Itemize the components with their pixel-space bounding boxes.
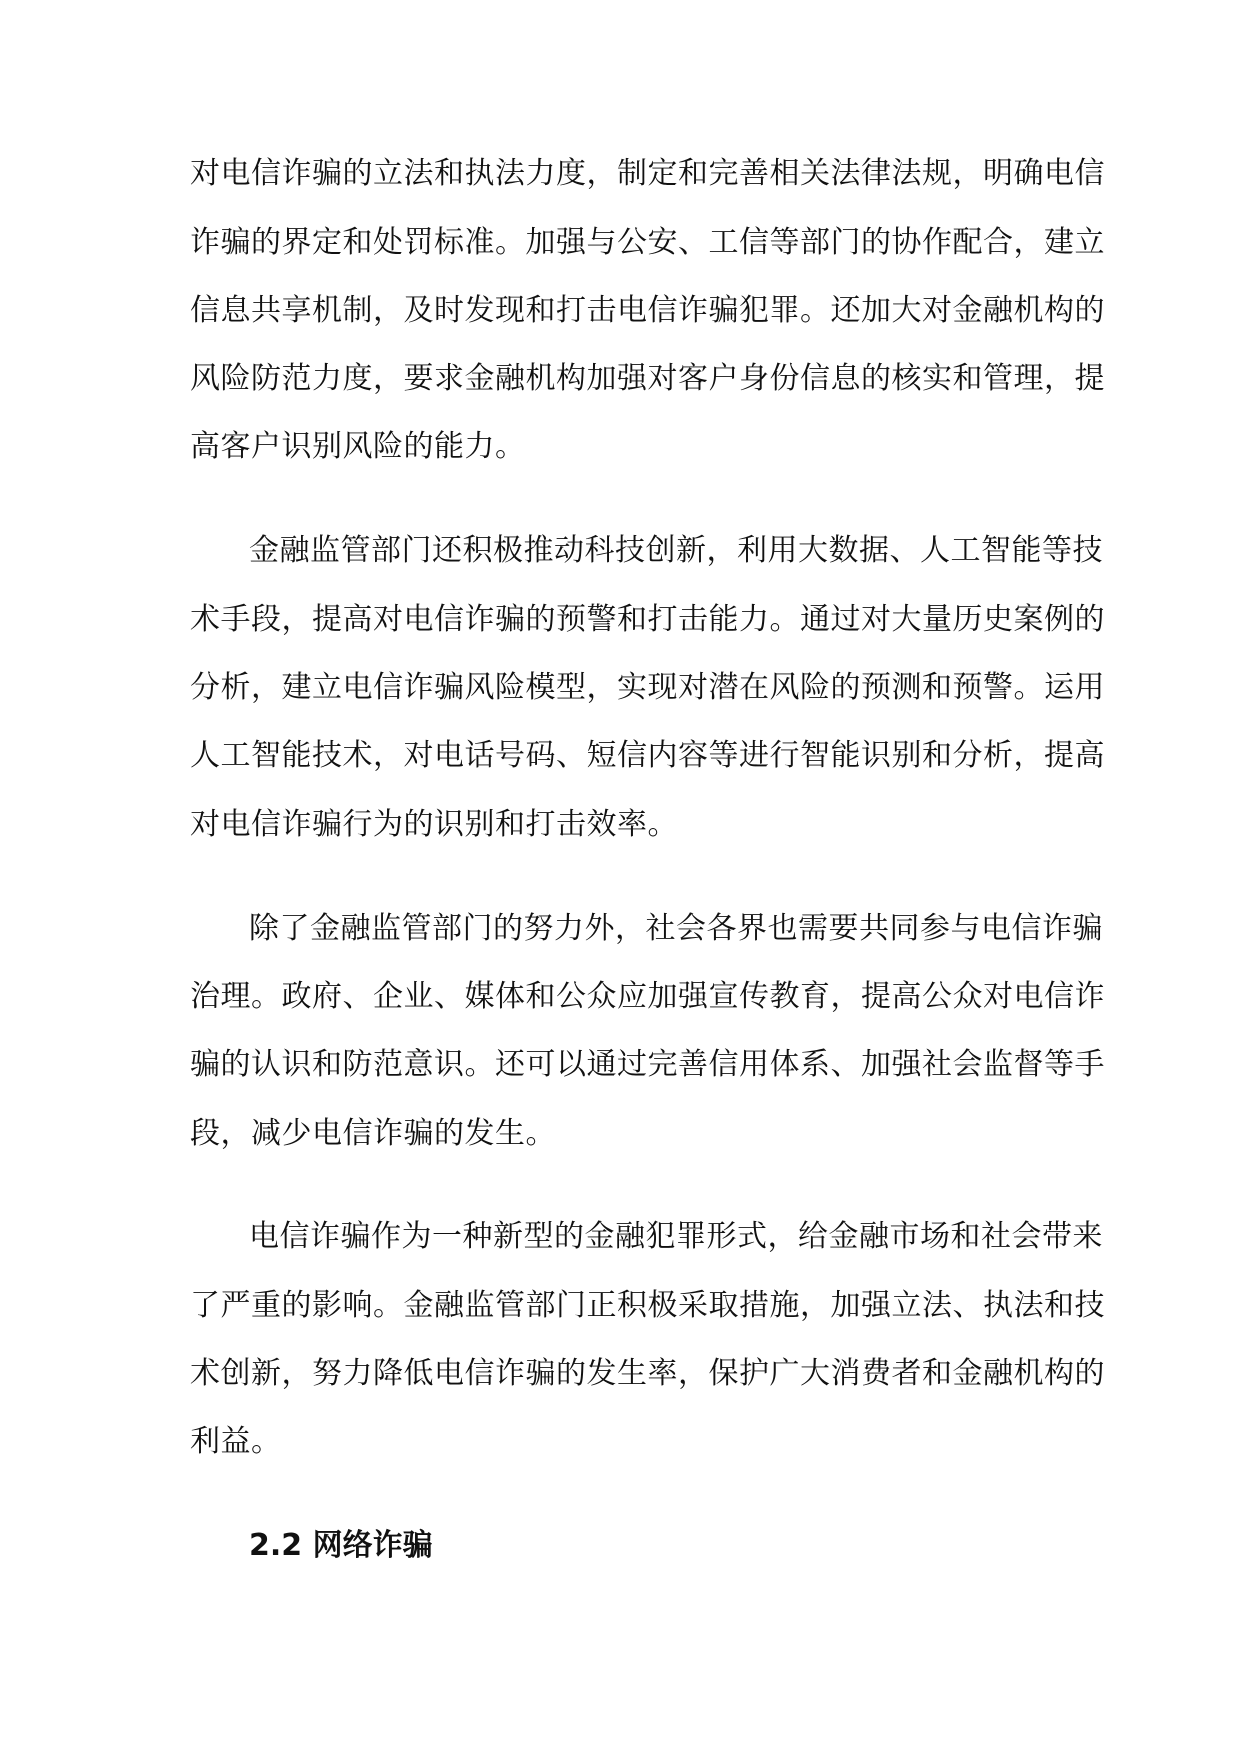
paragraph-3-line-4: 段，减少电信诈骗的发生。 [190,1116,556,1151]
paragraph-3-line-3: 骗的认识和防范意识。还可以通过完善信用体系、加强社会监督等手 [190,1047,1105,1082]
paragraph-4-line-1: 电信诈骗作为一种新型的金融犯罪形式，给金融市场和社会带来 [249,1219,1103,1254]
paragraph-4-line-3: 术创新，努力降低电信诈骗的发生率，保护广大消费者和金融机构的 [190,1356,1105,1391]
paragraph-2-line-1: 金融监管部门还积极推动科技创新，利用大数据、人工智能等技 [249,533,1103,568]
paragraph-2-line-5: 对电信诈骗行为的识别和打击效率。 [190,807,678,842]
paragraph-3-line-2: 治理。政府、企业、媒体和公众应加强宣传教育，提高公众对电信诈 [190,979,1105,1014]
paragraph-4-line-4: 利益。 [190,1424,282,1459]
paragraph-2-line-4: 人工智能技术，对电话号码、短信内容等进行智能识别和分析，提高 [190,738,1105,773]
paragraph-1-line-1: 对电信诈骗的立法和执法力度，制定和完善相关法律法规，明确电信 [190,156,1105,191]
paragraph-2-line-2: 术手段，提高对电信诈骗的预警和打击能力。通过对大量历史案例的 [190,602,1105,637]
paragraph-2-line-3: 分析，建立电信诈骗风险模型，实现对潜在风险的预测和预警。运用 [190,670,1105,705]
paragraph-1-line-2: 诈骗的界定和处罚标准。加强与公安、工信等部门的协作配合，建立 [190,225,1105,260]
section-heading: 2.2 网络诈骗 [249,1528,433,1563]
paragraph-1-line-5: 高客户识别风险的能力。 [190,429,526,464]
paragraph-1-line-3: 信息共享机制，及时发现和打击电信诈骗犯罪。还加大对金融机构的 [190,293,1105,328]
paragraph-4-line-2: 了严重的影响。金融监管部门正积极采取措施，加强立法、执法和技 [190,1288,1105,1323]
paragraph-1-line-4: 风险防范力度，要求金融机构加强对客户身份信息的核实和管理，提 [190,361,1105,396]
paragraph-3-line-1: 除了金融监管部门的努力外，社会各界也需要共同参与电信诈骗 [249,911,1103,946]
